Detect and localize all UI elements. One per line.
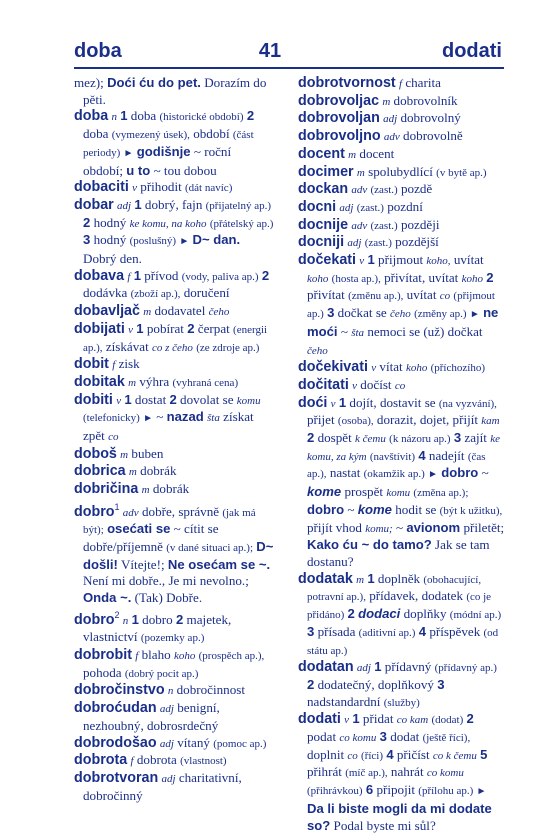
entry-headword: dočitati: [298, 376, 349, 393]
phrase: dobro: [441, 465, 479, 481]
part-of-speech: adj: [159, 703, 174, 716]
entry-headword: dobit: [74, 356, 109, 373]
grammar-note: čeho: [390, 308, 411, 321]
entry-headword: docniji: [298, 234, 345, 251]
header-rule: [74, 67, 504, 69]
sense-number: 4: [418, 447, 426, 463]
dictionary-entry: dočekivati v vítat koho (příchozího): [298, 359, 485, 376]
sense-number: 3: [437, 676, 445, 692]
part-of-speech: v: [128, 323, 133, 336]
sense-number: 4: [386, 746, 394, 762]
grammar-note: ke komu, za kým: [307, 433, 500, 463]
entry-headword: dobričina: [74, 481, 139, 498]
entry-headword: dobrovoljno: [298, 128, 381, 145]
part-of-speech: adj: [339, 201, 354, 214]
grammar-note: šta: [351, 326, 365, 339]
sense-number: 1: [124, 391, 132, 407]
entry-headword: docimer: [298, 163, 354, 180]
usage-note: (přijatelný ap.): [205, 199, 272, 212]
dictionary-entry: docniji adj (zast.) pozdější: [298, 234, 439, 251]
dictionary-entry: dodatak m 1 doplněk (obohacující, potravní ap.), přídavek, dodatek (co je přidáno) 2 dodaci doplňky (módní ap.) 3 přísada (aditivní ap.) 4 příspěvek (od státu ap.): [298, 570, 502, 657]
grammar-note: co: [108, 431, 119, 444]
usage-note: (míč ap.),: [345, 767, 388, 780]
usage-note: (v bytě ap.): [436, 166, 487, 179]
sense-number: 1: [352, 711, 360, 727]
usage-note: (přídavný ap.): [434, 662, 497, 675]
dictionary-entry: dockan adv (zast.) pozdě: [298, 181, 433, 198]
usage-note: (historické období): [159, 111, 244, 124]
grammar-note: co kam: [396, 714, 429, 727]
grammar-note: komu;: [365, 522, 393, 535]
part-of-speech: adv: [383, 131, 400, 144]
entry-headword: dobitak: [74, 373, 125, 390]
entry-headword: dockan: [298, 181, 349, 198]
entry-headword: doći: [298, 394, 328, 411]
sense-number: 3: [83, 232, 91, 248]
entry-headword: docent: [298, 145, 345, 162]
sense-number: 2: [307, 676, 315, 692]
sense-number: 2: [169, 391, 177, 407]
usage-note: (být k užitku),: [439, 504, 503, 517]
part-of-speech: f: [135, 650, 139, 663]
grammar-note: komu: [236, 394, 261, 407]
dictionary-entry: dodati v 1 přidat co kam (dodat) 2 podat co komu 3 dodat (ještě říci), doplnit co (říci) 4 přičíst co k čemu 5 přihrát (míč ap.), nahrát co komu (přihrávkou) 6 připojit (přílohu ap.) ► Da li biste mogli da mi dodate so? Podal byste mi sůl?: [298, 711, 492, 833]
phrase: D~ došli!: [83, 539, 274, 572]
grammar-note: šta: [207, 412, 220, 425]
entry-headword: dobrotvoran: [74, 769, 159, 786]
usage-note: (navštívit): [369, 450, 416, 463]
entry-headword: docnije: [298, 216, 349, 233]
sense-number: 3: [453, 430, 462, 446]
usage-note: (energii ap.),: [83, 323, 268, 354]
grammar-note: co k čemu: [432, 749, 477, 762]
grammar-note: co: [439, 290, 451, 303]
usage-note: (v dané situaci ap.);: [166, 542, 254, 555]
sense-number: 5: [480, 746, 488, 762]
dictionary-entry: dobiti v 1 dostat 2 dovolat se komu (telefonicky) ► ~ nazad šta získat zpět co: [74, 391, 261, 444]
entry-headword: dobijati: [74, 320, 125, 337]
phrase: avionom: [406, 519, 461, 535]
usage-note: (poslušný): [129, 235, 177, 248]
dictionary-entry: dobrotvoran adj charitativní, dobročinný: [74, 769, 242, 803]
sense-number: 1: [367, 570, 375, 586]
usage-note: (příchozího): [430, 362, 485, 375]
grammar-note: ke komu, na koho: [129, 217, 207, 230]
dictionary-entry: dobročinstvo n dobročinnost: [74, 682, 245, 699]
right-column: [298, 75, 505, 834]
part-of-speech: adv: [122, 506, 139, 519]
dictionary-entry: dočekati v 1 přijmout koho, uvítat koho (hosta ap.), přivítat, uvítat koho 2 přivítat (změnu ap.), uvítat co (přijmout ap.) 3 dočkat se čeho (změny ap.) ► ne moći ~ šta nemoci se (už) dočkat čeho: [298, 252, 499, 357]
entry-headword: dobava: [74, 267, 125, 284]
part-of-speech: v: [116, 394, 122, 407]
sense-number: 1: [133, 267, 141, 283]
dictionary-entry: dobrobit f blaho koho (prospěch ap.), pohoda (dobrý pocit ap.): [74, 647, 265, 680]
part-of-speech: v: [344, 714, 350, 727]
phrase: nazad: [166, 409, 204, 425]
phrase-marker-icon: ►: [469, 309, 480, 321]
part-of-speech: m: [348, 148, 357, 161]
part-of-speech: adj: [161, 772, 176, 785]
dictionary-entry: dobroćudan adj benigní, nezhoubný, dobrosrdečný: [74, 700, 220, 733]
usage-note: (telefonicky): [83, 412, 140, 425]
entry-headword: dobavljač: [74, 303, 140, 320]
sense-number: 2: [261, 267, 270, 283]
entry-headword: dočekivati: [298, 359, 368, 376]
dictionary-entry: dobro$^1$ adv dobře, správně (jak má být); osećati se ~ cítit se dobře/příjemně (v dané situaci ap.); D~ došli! Vítejte!; Ne osećam se ~. Není mi dobře., Je mi nevolno.; Onda ~. (Tak) Dobře.: [74, 501, 274, 606]
entry-headword: dobrodošao: [74, 734, 157, 751]
entry-headword: dodatak: [298, 570, 353, 587]
usage-note: (dobrý pocit ap.): [124, 667, 199, 680]
phrase-italic: kome: [307, 484, 342, 500]
usage-note: (dát navíc): [185, 182, 233, 195]
phrase: Onda ~.: [83, 590, 132, 606]
part-of-speech: m: [141, 484, 150, 497]
part-of-speech: v: [132, 182, 137, 195]
grammar-note: co z čeho: [152, 341, 193, 354]
usage-note: (změny ap.): [414, 308, 467, 321]
entry-headword: dobrobit: [74, 647, 132, 664]
sense-number: 2: [83, 214, 91, 230]
dictionary-entry: doći v 1 dojít, dostavit se (na vyzvání), přijet (osoba), dorazit, dojet, přijít kam 2 dospět k čemu (k názoru ap.) 3 zajít ke komu, za kým (navštívit) 4 nadejít (čas ap.), nastat (okamžik ap.) ► dobro ~ kome prospět komu (změna ap.); dobro ~ kome hodit se (být k užitku), přijít vhod komu; ~ avionom přiletět; Kako ću ~ do tamo? Jak se tam dostanu?: [298, 394, 505, 569]
sense-number: 2: [347, 606, 355, 622]
phrase-marker-icon: ►: [123, 147, 134, 159]
usage-note: (obohacující, potravní ap.),: [307, 573, 482, 604]
usage-note: (přijmout ap.): [307, 290, 495, 321]
dictionary-entry: dobaciti v přihodit (dát navíc): [74, 179, 233, 196]
part-of-speech: adj: [356, 662, 371, 675]
phrase-marker-icon: ►: [143, 413, 153, 425]
page-header: [0, 0, 540, 66]
entry-headword: dobar: [74, 196, 114, 213]
dictionary-entry: dobavljač m dodavatel čeho: [74, 303, 230, 320]
dictionary-entry: dobitak m výhra (vyhraná cena): [74, 373, 239, 390]
sense-number: 1: [367, 252, 375, 268]
phrase: osećati se: [107, 521, 171, 537]
dictionary-entry: dobrovoljac m dobrovolník: [298, 92, 458, 109]
entry-headword: dobrica: [74, 463, 126, 480]
part-of-speech: n: [167, 685, 174, 698]
grammar-note: čeho: [208, 306, 230, 319]
usage-note: (ze zdroje ap.): [196, 341, 260, 354]
grammar-note: koho: [307, 272, 329, 285]
dictionary-entry: docimer m spolubydlící (v bytě ap.): [298, 163, 487, 180]
part-of-speech: f: [130, 755, 134, 768]
usage-note: (zast.): [370, 219, 398, 232]
grammar-note: co komu: [426, 767, 464, 780]
usage-note: (k názoru ap.): [389, 433, 451, 446]
usage-note: (část periody): [83, 129, 254, 159]
page-number: 41: [258, 40, 282, 62]
usage-note: (změna ap.);: [413, 487, 469, 500]
sense-number: 2: [307, 430, 315, 446]
usage-note: (služby): [383, 696, 420, 709]
sense-number: 2: [246, 108, 255, 124]
phrase: dobro: [307, 501, 345, 517]
entry-headword: dobrota: [74, 752, 128, 769]
part-of-speech: v: [330, 397, 336, 410]
part-of-speech: f: [398, 78, 403, 90]
phrase: u to: [126, 162, 151, 178]
entry-headword: dobaciti: [74, 179, 129, 196]
part-of-speech: v: [371, 362, 377, 375]
dictionary-entry: docni adj (zast.) pozdní: [298, 198, 423, 215]
usage-note: (přihrávkou): [307, 785, 363, 798]
phrase-italic: dodaci: [358, 606, 401, 622]
dictionary-entry: dobro$^2$ n 1 dobro 2 majetek, vlastnictví (pozemky ap.): [74, 609, 232, 645]
usage-note: (dodat): [431, 714, 464, 727]
entry-headword: dodatan: [298, 659, 354, 676]
phrase-italic: kome: [357, 501, 392, 517]
entry-headword: docni: [298, 198, 337, 215]
phrase: ne moći: [307, 305, 499, 339]
sense-number: 3: [307, 623, 315, 639]
entry-headword: dobrovoljan: [298, 110, 380, 127]
part-of-speech: adv: [351, 219, 368, 232]
usage-note: (aditivní ap.): [358, 626, 416, 639]
usage-note: (zboží ap.),: [130, 288, 181, 301]
part-of-speech: m: [356, 573, 365, 586]
dictionary-entry: dobijati v 1 pobírat 2 čerpat (energii ap.), získávat co z čeho (ze zdroje ap.): [74, 320, 268, 354]
usage-note: (vody, paliva ap.): [181, 270, 259, 283]
usage-note: (osoba),: [337, 415, 374, 428]
left-running-head: doba: [74, 40, 122, 62]
sense-number: 3: [327, 305, 335, 321]
entry-headword: dobrovoljac: [298, 92, 380, 109]
dictionary-entry: dobrotvornost f charita: [298, 75, 441, 91]
dictionary-entry: docnije adv (zast.) později: [298, 216, 440, 233]
entry-headword: dodati: [298, 711, 341, 728]
usage-note: (hosta ap.),: [331, 272, 381, 285]
dictionary-entry: dodatan adj 1 přídavný (přídavný ap.) 2 dodatečný, doplňkový 3 nadstandardní (služby): [298, 659, 497, 709]
sense-number: 2: [466, 711, 474, 727]
sense-number: 2: [187, 320, 195, 336]
entry-headword: dobro$^2$: [74, 609, 120, 628]
usage-note: (na vyzvání),: [438, 397, 497, 410]
usage-note: (zast.): [364, 237, 392, 250]
usage-note: (jak má být);: [83, 506, 256, 537]
dictionary-entry: dobrota f dobrota (vlastnost): [74, 752, 227, 769]
sense-number: 2: [175, 611, 184, 627]
part-of-speech: f: [127, 270, 131, 283]
part-of-speech: v: [359, 255, 365, 268]
phrase-marker-icon: ►: [428, 469, 438, 481]
usage-note: (přátelský ap.): [209, 217, 274, 230]
phrase: godišnje: [136, 143, 191, 159]
part-of-speech: m: [382, 95, 391, 108]
dictionary-entry: dobrica m dobrák: [74, 463, 177, 480]
entry-headword: dočekati: [298, 252, 357, 269]
entry-headword: dobročinstvo: [74, 682, 165, 699]
usage-note: (změnu ap.),: [348, 290, 404, 303]
usage-note: (pomoc ap.): [213, 737, 267, 750]
part-of-speech: n: [122, 614, 129, 627]
usage-note: (říci): [361, 749, 384, 762]
sense-number: 6: [365, 782, 374, 798]
grammar-note: co: [347, 749, 358, 762]
dictionary-entry: dobava f 1 přívod (vody, paliva ap.) 2 dodávka (zboží ap.), doručení: [74, 267, 270, 301]
dictionary-entry: dobričina m dobrák: [74, 481, 190, 498]
grammar-note: koho,: [426, 255, 451, 268]
dictionary-entry: dočitati v dočíst co: [298, 376, 406, 393]
part-of-speech: v: [352, 379, 358, 392]
usage-note: (zast.): [356, 201, 384, 214]
dictionary-entry: dobrovoljno adv dobrovolně: [298, 128, 463, 145]
usage-note: (ještě říci),: [422, 732, 471, 745]
grammar-note: koho: [461, 272, 483, 285]
part-of-speech: adj: [117, 199, 132, 212]
usage-note: (čas ap.),: [307, 450, 486, 481]
phrase-marker-icon: ►: [476, 786, 487, 798]
usage-note: (okamžik ap.): [363, 468, 425, 481]
usage-note: (módní ap.): [449, 609, 502, 622]
dictionary-entry: doba n 1 doba (historické období) 2 doba (vymezený úsek), období (část periody) ► godišnje ~ roční období; u to ~ tou dobou: [74, 108, 255, 178]
part-of-speech: m: [143, 306, 152, 319]
dictionary-entry: doboš m buben: [74, 445, 164, 462]
phrase: Da li biste mogli da mi dodate so?: [307, 800, 492, 833]
entry-headword: dobroćudan: [74, 700, 157, 717]
sense-number: 1: [136, 320, 144, 336]
phrase: D~ dan.: [192, 232, 241, 248]
usage-note: (vyhraná cena): [172, 376, 239, 389]
usage-note: (zast.): [370, 184, 398, 197]
part-of-speech: adv: [351, 184, 368, 197]
entry-headword: dobro$^1$: [74, 501, 120, 520]
usage-note: (pozemky ap.): [140, 632, 205, 645]
phrase: Kako ću ~ do tamo?: [307, 537, 432, 553]
sense-number: 1: [131, 611, 139, 627]
grammar-note: co: [394, 379, 406, 392]
part-of-speech: adj: [383, 113, 398, 126]
usage-note: (co je přidáno): [307, 591, 492, 622]
dictionary-entry: mez); Doći ću do pet. Dorazím do pěti.: [74, 75, 267, 107]
dictionary-entry: dobit f zisk: [74, 356, 140, 373]
grammar-note: komu: [386, 487, 411, 500]
usage-note: (přílohu ap.): [418, 785, 474, 798]
grammar-note: co komu: [339, 732, 377, 745]
sense-number: 3: [379, 729, 387, 745]
sense-number: 1: [134, 196, 142, 212]
grammar-note: kam: [481, 415, 500, 428]
sense-number: 1: [120, 108, 128, 124]
left-column: [74, 75, 274, 804]
usage-note: (prospěch ap.),: [198, 650, 265, 663]
sense-number: 2: [486, 269, 494, 285]
grammar-note: koho: [173, 650, 196, 663]
dictionary-entry: dobrodošao adj vítaný (pomoc ap.): [74, 734, 267, 751]
sense-number: 4: [418, 623, 427, 639]
dictionary-entry: docent m docent: [298, 145, 395, 162]
grammar-note: koho: [405, 362, 428, 375]
sense-number: 1: [374, 659, 382, 675]
entry-headword: doba: [74, 108, 109, 125]
part-of-speech: n: [111, 111, 117, 124]
grammar-note: čeho: [307, 344, 328, 357]
part-of-speech: adj: [347, 237, 362, 250]
entry-headword: dobiti: [74, 391, 113, 408]
sense-number: 1: [338, 394, 347, 410]
part-of-speech: m: [128, 376, 137, 389]
phrase: Doći ću do pet.: [107, 75, 201, 90]
usage-note: (vlastnost): [180, 755, 227, 768]
phrase: Ne osećam se ~.: [167, 556, 271, 572]
right-running-head: dodati: [442, 40, 502, 62]
entry-headword: doboš: [74, 445, 117, 462]
part-of-speech: m: [120, 448, 129, 461]
part-of-speech: m: [128, 466, 137, 479]
usage-note: (od státu ap.): [307, 626, 499, 657]
part-of-speech: f: [112, 359, 116, 372]
entry-headword: dobrotvornost: [298, 75, 396, 91]
dictionary-entry: dobar adj 1 dobrý, fajn (přijatelný ap.) 2 hodný ke komu, na koho (přátelský ap.) 3 hodný (poslušný) ► D~ dan. Dobrý den.: [74, 196, 274, 267]
grammar-note: k čemu: [355, 433, 386, 446]
part-of-speech: adj: [159, 737, 174, 750]
dictionary-entry: dobrovoljan adj dobrovolný: [298, 110, 461, 127]
usage-note: (vymezený úsek),: [111, 129, 190, 142]
part-of-speech: m: [356, 166, 365, 179]
phrase-marker-icon: ►: [179, 236, 190, 248]
